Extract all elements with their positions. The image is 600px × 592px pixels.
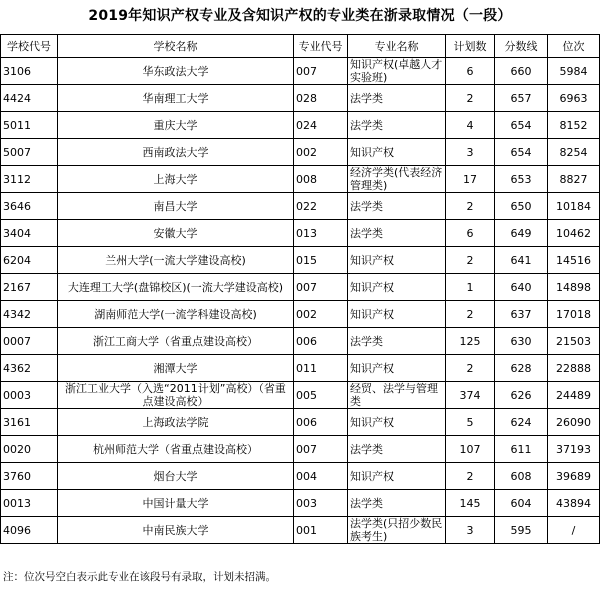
table-row <box>1 274 600 301</box>
cell-rank: 14898 <box>548 274 600 301</box>
cell-school-name: 中南民族大学 <box>58 517 294 544</box>
cell-score-line: 641 <box>495 247 548 274</box>
cell-school-code: 3404 <box>1 220 58 247</box>
cell-school-name: 安徽大学 <box>58 220 294 247</box>
cell-major-name: 知识产权 <box>348 139 446 166</box>
cell-school-name: 中国计量大学 <box>58 490 294 517</box>
cell-major-code: 002 <box>294 301 348 328</box>
cell-major-name: 知识产权 <box>348 301 446 328</box>
cell-major-name: 经济学类(代表经济管理类) <box>348 166 446 193</box>
cell-score-line: 626 <box>495 382 548 409</box>
cell-major-name: 知识产权 <box>348 409 446 436</box>
cell-school-name: 南昌大学 <box>58 193 294 220</box>
cell-school-name: 重庆大学 <box>58 112 294 139</box>
cell-major-code: 007 <box>294 274 348 301</box>
cell-plan-count: 17 <box>446 166 495 193</box>
cell-major-code: 001 <box>294 517 348 544</box>
cell-major-name: 法学类(只招少数民族考生) <box>348 517 446 544</box>
cell-major-name: 知识产权 <box>348 463 446 490</box>
cell-major-code: 028 <box>294 85 348 112</box>
cell-school-code: 3760 <box>1 463 58 490</box>
cell-plan-count: 5 <box>446 409 495 436</box>
cell-plan-count: 4 <box>446 112 495 139</box>
cell-school-code: 3646 <box>1 193 58 220</box>
table-row <box>1 85 600 112</box>
cell-rank: 37193 <box>548 436 600 463</box>
cell-rank: 24489 <box>548 382 600 409</box>
cell-school-code: 0003 <box>1 382 58 409</box>
cell-rank: 8254 <box>548 139 600 166</box>
cell-school-code: 2167 <box>1 274 58 301</box>
cell-school-name: 杭州师范大学（省重点建设高校） <box>58 436 294 463</box>
footnote: 注：位次号空白表示此专业在该段号有录取，计划未招满。 <box>3 571 276 583</box>
cell-score-line: 611 <box>495 436 548 463</box>
cell-school-code: 3161 <box>1 409 58 436</box>
cell-major-code: 006 <box>294 328 348 355</box>
cell-major-name: 法学类 <box>348 112 446 139</box>
table-row <box>1 58 600 85</box>
cell-school-name: 烟台大学 <box>58 463 294 490</box>
cell-plan-count: 2 <box>446 463 495 490</box>
cell-plan-count: 145 <box>446 490 495 517</box>
header-score-line: 分数线 <box>495 35 548 58</box>
table-row <box>1 382 600 409</box>
cell-school-code: 3112 <box>1 166 58 193</box>
cell-school-code: 6204 <box>1 247 58 274</box>
cell-school-code: 0013 <box>1 490 58 517</box>
table-row <box>1 220 600 247</box>
table-row <box>1 463 600 490</box>
cell-major-code: 007 <box>294 436 348 463</box>
table-row <box>1 112 600 139</box>
cell-major-name: 经贸、法学与管理类 <box>348 382 446 409</box>
cell-school-code: 0007 <box>1 328 58 355</box>
header-major-code: 专业代号 <box>294 35 348 58</box>
cell-plan-count: 374 <box>446 382 495 409</box>
cell-rank: 8827 <box>548 166 600 193</box>
table-row <box>1 247 600 274</box>
cell-school-code: 5007 <box>1 139 58 166</box>
cell-major-code: 015 <box>294 247 348 274</box>
cell-school-code: 4342 <box>1 301 58 328</box>
cell-major-name: 知识产权 <box>348 247 446 274</box>
table-row <box>1 166 600 193</box>
cell-plan-count: 125 <box>446 328 495 355</box>
cell-major-name: 知识产权 <box>348 355 446 382</box>
table-row <box>1 301 600 328</box>
cell-rank: 21503 <box>548 328 600 355</box>
cell-rank: 8152 <box>548 112 600 139</box>
cell-rank: 5984 <box>548 58 600 85</box>
cell-score-line: 650 <box>495 193 548 220</box>
page-title: 2019年知识产权专业及含知识产权的专业类在浙录取情况（一段） <box>88 8 512 24</box>
cell-major-code: 003 <box>294 490 348 517</box>
table-row <box>1 490 600 517</box>
cell-rank: 14516 <box>548 247 600 274</box>
cell-major-code: 022 <box>294 193 348 220</box>
cell-school-code: 4424 <box>1 85 58 112</box>
cell-school-code: 5011 <box>1 112 58 139</box>
cell-school-name: 浙江工业大学（入选“2011计划”高校）（省重点建设高校） <box>58 382 294 409</box>
cell-major-code: 004 <box>294 463 348 490</box>
header-major-name: 专业名称 <box>348 35 446 58</box>
cell-rank: 17018 <box>548 301 600 328</box>
cell-plan-count: 2 <box>446 355 495 382</box>
table-row <box>1 409 600 436</box>
cell-score-line: 595 <box>495 517 548 544</box>
cell-school-name: 上海政法学院 <box>58 409 294 436</box>
cell-plan-count: 3 <box>446 139 495 166</box>
cell-score-line: 608 <box>495 463 548 490</box>
table-row <box>1 328 600 355</box>
cell-major-code: 005 <box>294 382 348 409</box>
table-row <box>1 517 600 544</box>
cell-rank: 39689 <box>548 463 600 490</box>
cell-school-code: 3106 <box>1 58 58 85</box>
cell-rank: 43894 <box>548 490 600 517</box>
cell-school-name: 大连理工大学(盘锦校区)(一流大学建设高校) <box>58 274 294 301</box>
cell-plan-count: 3 <box>446 517 495 544</box>
cell-score-line: 624 <box>495 409 548 436</box>
cell-major-code: 002 <box>294 139 348 166</box>
cell-rank: 10184 <box>548 193 600 220</box>
cell-plan-count: 1 <box>446 274 495 301</box>
table-header-row <box>1 35 600 58</box>
cell-school-code: 0020 <box>1 436 58 463</box>
cell-major-code: 006 <box>294 409 348 436</box>
cell-plan-count: 2 <box>446 301 495 328</box>
cell-school-name: 兰州大学(一流大学建设高校) <box>58 247 294 274</box>
cell-score-line: 640 <box>495 274 548 301</box>
cell-school-name: 湘潭大学 <box>58 355 294 382</box>
cell-plan-count: 2 <box>446 247 495 274</box>
cell-major-code: 011 <box>294 355 348 382</box>
table-row <box>1 355 600 382</box>
cell-rank: 22888 <box>548 355 600 382</box>
cell-major-name: 法学类 <box>348 85 446 112</box>
header-school-name: 学校名称 <box>58 35 294 58</box>
cell-plan-count: 107 <box>446 436 495 463</box>
cell-rank: / <box>548 517 600 544</box>
cell-plan-count: 6 <box>446 220 495 247</box>
cell-major-name: 法学类 <box>348 193 446 220</box>
header-school-code: 学校代号 <box>1 35 58 58</box>
cell-major-code: 024 <box>294 112 348 139</box>
cell-major-name: 法学类 <box>348 220 446 247</box>
cell-rank: 6963 <box>548 85 600 112</box>
table-row <box>1 436 600 463</box>
cell-major-name: 法学类 <box>348 436 446 463</box>
cell-school-name: 湖南师范大学(一流学科建设高校) <box>58 301 294 328</box>
cell-major-name: 法学类 <box>348 490 446 517</box>
cell-major-name: 知识产权 <box>348 274 446 301</box>
header-rank: 位次 <box>548 35 600 58</box>
admission-table <box>0 34 600 544</box>
cell-score-line: 649 <box>495 220 548 247</box>
cell-score-line: 630 <box>495 328 548 355</box>
cell-major-name: 知识产权(卓越人才实验班) <box>348 58 446 85</box>
cell-school-name: 浙江工商大学（省重点建设高校） <box>58 328 294 355</box>
cell-school-name: 西南政法大学 <box>58 139 294 166</box>
cell-rank: 26090 <box>548 409 600 436</box>
cell-score-line: 657 <box>495 85 548 112</box>
cell-score-line: 653 <box>495 166 548 193</box>
table-row <box>1 139 600 166</box>
cell-plan-count: 2 <box>446 85 495 112</box>
cell-score-line: 654 <box>495 139 548 166</box>
cell-major-code: 007 <box>294 58 348 85</box>
cell-major-name: 法学类 <box>348 328 446 355</box>
cell-school-name: 上海大学 <box>58 166 294 193</box>
cell-score-line: 628 <box>495 355 548 382</box>
cell-plan-count: 6 <box>446 58 495 85</box>
cell-major-code: 008 <box>294 166 348 193</box>
cell-plan-count: 2 <box>446 193 495 220</box>
cell-school-code: 4362 <box>1 355 58 382</box>
cell-school-code: 4096 <box>1 517 58 544</box>
cell-score-line: 604 <box>495 490 548 517</box>
cell-major-code: 013 <box>294 220 348 247</box>
cell-score-line: 660 <box>495 58 548 85</box>
cell-score-line: 654 <box>495 112 548 139</box>
header-plan-count: 计划数 <box>446 35 495 58</box>
table-row <box>1 193 600 220</box>
cell-school-name: 华东政法大学 <box>58 58 294 85</box>
cell-score-line: 637 <box>495 301 548 328</box>
cell-school-name: 华南理工大学 <box>58 85 294 112</box>
cell-rank: 10462 <box>548 220 600 247</box>
